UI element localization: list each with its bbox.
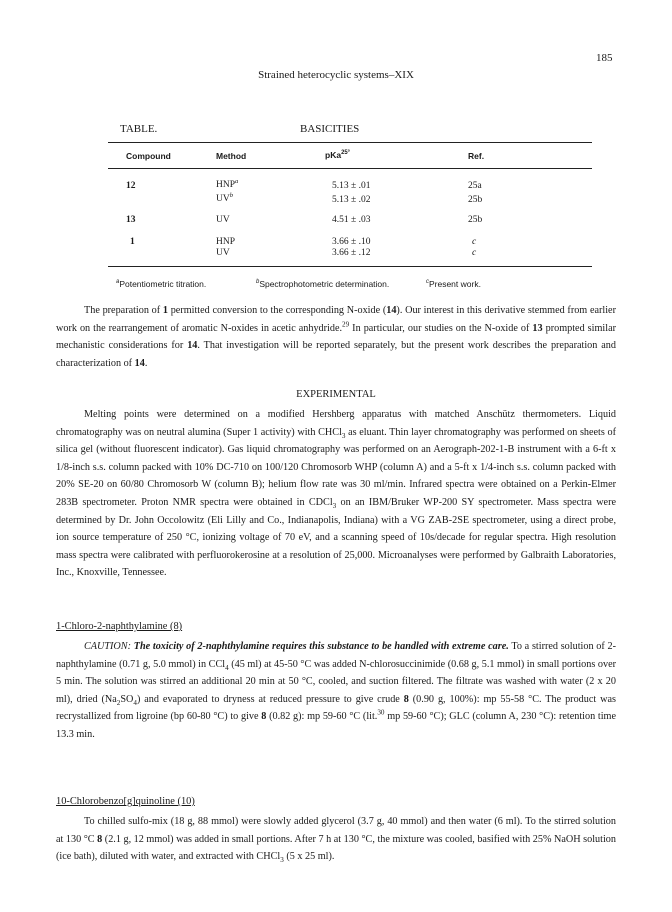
row-method: HNP$^a$ xyxy=(216,177,239,190)
row-pka: 5.13 ± .02 xyxy=(332,195,371,205)
table-top-rule xyxy=(108,142,592,143)
subheading-compound-10: 10-Chlorobenzo[g]quinoline (10) xyxy=(56,796,195,807)
row-method: UV xyxy=(216,248,230,258)
row-compound: 13 xyxy=(126,215,136,225)
row-pka: 3.66 ± .12 xyxy=(332,248,371,258)
table-label: TABLE. xyxy=(120,123,158,135)
row-pka: 4.51 ± .03 xyxy=(332,215,371,225)
table-title: BASICITIES xyxy=(300,123,360,135)
experimental-paragraph: Melting points were determined on a modified Hershberg apparatus with matched Anschütz thermometers. Liquid chromatography was on neutral alumina (Super 1 activity) with CHCl$_3$ as eluant. Thin layer chromatography was performed on sheets of silica gel (without fluorescent indicator). Gas liquid chromatography was performed on an Aerograph-202-1-B instrument with a 6-ft x 1/8-inch s.s. column packed with 10% DC-710 on 100/120 Chromosorb WHP (column A) and a 5-ft x 1/4-inch s.s. column packed with 20% SE-20 on 60/80 Chromosorb W (column B); helium flow rate was 30 ml/min. Infrared spectra were obtained on a Perkin-Elmer 283B spectrometer. Proton NMR spectra were obtained in CDCl$_3$ on an IBM/Bruker WP-200 SY spectrometer. Mass spectra were determined by Dr. John Occolowitz (Eli Lilly and Co., Indianapolis, Indiana) with a VG ZAB-2SE spectrometer, using a direct probe, ion source temperature of 250 °C, ionizing voltage of 70 eV, and a scanning speed of 10s/decade for regular spectra. High resolution mass spectra were calibrated with perfluorokerosine at a resolution of 25,000. Microanalyses were performed by Galbraith Laboratories, Inc., Knoxville, Tennessee. xyxy=(56,409,616,579)
subheading-compound-8: 1-Chloro-2-naphthylamine (8) xyxy=(56,621,183,632)
intro-paragraph: The preparation of 1 permitted conversion to the corresponding N-oxide (14). Our interest in this derivative stemmed from earlier work on the rearrangement of aromatic N-oxides in acetic anhydride.$^{29}$ In particular, our studies on the N-oxide of 13 prompted similar mechanistic considerations for 14. That investigation will be reported separately, but the present work describes the preparation and characterization of 14. xyxy=(56,305,616,369)
header-compound: Compound xyxy=(126,151,171,161)
row-ref: c xyxy=(472,237,477,247)
compound-8-paragraph: CAUTION: The toxicity of 2-naphthylamine requires this substance to be handled with extreme care. To a stirred solution of 2-naphthylamine (0.71 g, 5.0 mmol) in CCl$_4$ (45 ml) at 45-50 °C was added N-chlorosuccinimide (0.68 g, 5.1 mmol) in small portions over 5 min. The solution was stirred an additional 20 min at 50 °C, cooled, and suction filtered. The filtrate was washed with water (2 x 20 ml), dried $(Na_2SO_4)$ and evaporated to dryness at reduced pressure to give crude 8 (0.90 g, 100%): mp 55-58 °C. The product was recrystallized from ligroine (bp 60-80 °C) to give 8 (0.82 g): mp 59-60 °C (lit.$^{30}$ mp 59-60 °C); GLC (column A, 230 °C): retention time 13.3 min. xyxy=(56,641,617,740)
table-bottom-rule xyxy=(108,266,592,267)
page-number: 185 xyxy=(596,52,613,64)
row-compound: 1 xyxy=(130,237,135,247)
row-method: HNP xyxy=(216,237,236,247)
row-ref: 25a xyxy=(468,181,482,191)
table-header-rule xyxy=(108,168,592,169)
row-pka: 5.13 ± .01 xyxy=(332,181,371,191)
row-compound: 12 xyxy=(126,181,136,191)
row-ref: 25b xyxy=(468,195,483,205)
header-pka: pKa$^{25^\circ}$ xyxy=(325,150,351,160)
running-head: Strained heterocyclic systems–XIX xyxy=(258,69,414,81)
header-ref: Ref. xyxy=(468,151,485,161)
header-method: Method xyxy=(216,151,247,161)
compound-10-paragraph: To chilled sulfo-mix (18 g, 88 mmol) were slowly added glycerol (3.7 g, 40 mmol) and then water (6 ml). To the stirred solution at 130 °C 8 (2.1 g, 12 mmol) was added in small portions. After 7 h at 130 °C, the mixture was cooled, basified with 25% NaOH solution (ice bath), diluted with water, and extracted with CHCl$_3$ (5 x 25 ml). xyxy=(56,816,616,865)
row-method: $UV^b$ xyxy=(216,191,234,204)
row-pka: 3.66 ± .10 xyxy=(332,237,371,247)
row-method: UV xyxy=(216,215,230,225)
row-ref: c xyxy=(472,248,477,258)
section-heading-experimental: EXPERIMENTAL xyxy=(296,389,376,400)
row-ref: 25b xyxy=(468,215,483,225)
footnote-b: $^b$Spectrophotometric determination. xyxy=(256,279,390,289)
footnote-a: $^a$Potentiometric titration. xyxy=(116,279,207,289)
footnote-c: $^c$Present work. xyxy=(426,279,481,289)
